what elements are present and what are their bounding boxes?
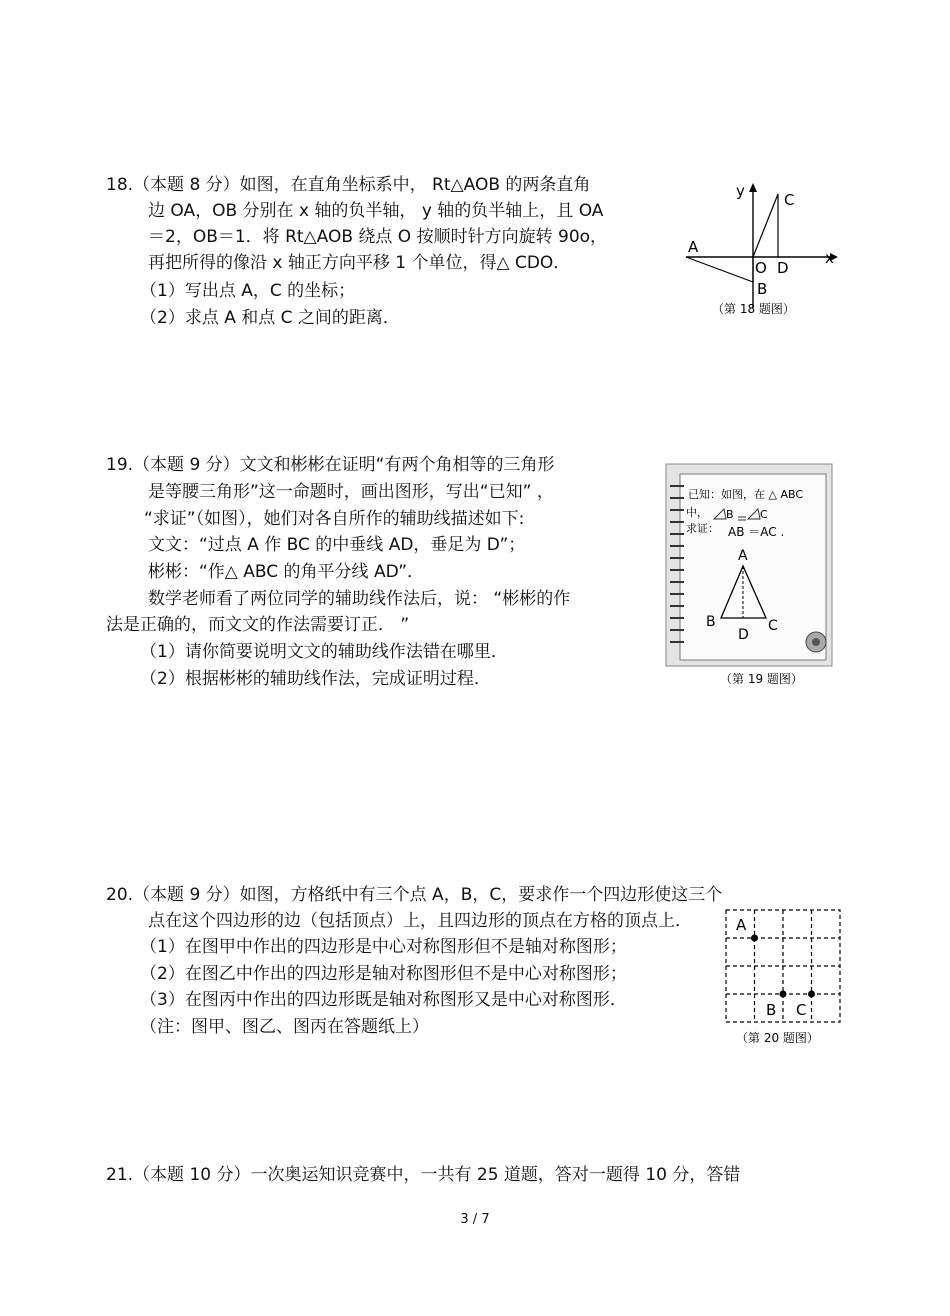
q19-line-2: 是等腰三角形”这一命题时，画出图形，写出“已知” ，	[148, 482, 554, 502]
q18-line-5: （1）写出点 A，C 的坐标；	[140, 281, 356, 301]
q21-line-1: 21.（本题 10 分）一次奥运知识竞赛中，一共有 25 道题，答对一题得 10 分，答错	[106, 1165, 741, 1185]
point-b	[780, 991, 787, 998]
q20-figure-caption: （第 20 题图）	[736, 1031, 819, 1045]
q20-grid-figure	[722, 906, 846, 1048]
q19-label-c: C	[768, 618, 778, 634]
q18-label-o: O	[755, 259, 767, 277]
q20-line-5: （3）在图丙中作出的四边形既是轴对称图形又是中心对称图形．	[140, 990, 627, 1010]
q18-label-x: x	[825, 249, 834, 267]
q19-line-4: 文文：“过点 A 作 BC 的中垂线 AD，垂足为 D”；	[148, 535, 526, 555]
point-a	[751, 935, 758, 942]
q19-given-line-2: 中，	[686, 506, 708, 519]
q20-line-6: （注：图甲、图乙、图丙在答题纸上）	[140, 1017, 429, 1037]
q19-line-5: 彬彬：“作△ ABC 的角平分线 AD”．	[148, 562, 425, 582]
q20-label-c: C	[796, 1001, 807, 1019]
q18-line-2: 边 OA，OB 分别在 x 轴的负半轴， y 轴的负半轴上，且 OA	[148, 201, 604, 221]
q19-label-b: B	[706, 614, 716, 630]
q19-given-line-1: 已知：如图，在 △ ABC	[688, 488, 804, 501]
q19-prove-label: 求证：	[686, 522, 719, 535]
point-c	[808, 991, 815, 998]
q19-angle-c: C	[760, 508, 768, 521]
q19-line-7: 法是正确的，而文文的作法需要订正． ”	[106, 615, 410, 635]
q18-line-6: （2）求点 A 和点 C 之间的距离．	[140, 308, 400, 328]
q19-label-d: D	[738, 627, 749, 643]
q18-figure	[680, 176, 845, 318]
q19-figure-caption: （第 19 题图）	[720, 672, 803, 686]
q19-line-6: 数学老师看了两位同学的辅助线作法后，说： “彬彬的作	[148, 589, 571, 609]
q18-label-d: D	[777, 259, 789, 277]
q18-label-y: y	[736, 182, 745, 200]
q18-line-3: ＝2，OB＝1．将 Rt△AOB 绕点 O 按顺时针方向旋转 90o，	[148, 227, 608, 247]
q18-label-c: C	[784, 191, 795, 209]
q18-line-1: 18.（本题 8 分）如图，在直角坐标系中， Rt△AOB 的两条直角	[106, 175, 591, 195]
flower-decoration-icon	[806, 632, 826, 652]
q19-angle-b: B	[726, 508, 734, 521]
q20-label-a: A	[736, 916, 747, 934]
q19-line-9: （2）根据彬彬的辅助线作法，完成证明过程．	[140, 669, 491, 689]
q20-label-b: B	[766, 1001, 777, 1019]
q20-line-2: 点在这个四边形的边（包括顶点）上，且四边形的顶点在方格的顶点上．	[148, 911, 692, 931]
q19-figure	[664, 462, 840, 690]
q18-figure-caption: （第 18 题图）	[712, 302, 795, 316]
q19-line-1: 19.（本题 9 分）文文和彬彬在证明“有两个角相等的三角形	[106, 455, 555, 475]
q18-label-a: A	[688, 238, 699, 256]
q18-label-b: B	[757, 280, 768, 298]
q19-line-8: （1）请你简要说明文文的辅助线作法错在哪里．	[140, 642, 508, 662]
page-number: 3 / 7	[460, 1212, 490, 1227]
q20-line-1: 20.（本题 9 分）如图，方格纸中有三个点 A，B，C，要求作一个四边形使这三个	[106, 885, 723, 905]
q20-line-3: （1）在图甲中作出的四边形是中心对称图形但不是轴对称图形；	[140, 937, 627, 957]
q19-line-3: “求证”（如图），她们对各自所作的辅助线描述如下:	[144, 509, 525, 529]
q18-line-4: 再把所得的像沿 x 轴正方向平移 1 个单位，得△ CDO．	[148, 253, 571, 273]
q19-label-a: A	[738, 548, 748, 564]
q20-line-4: （2）在图乙中作出的四边形是轴对称图形但不是中心对称图形；	[140, 964, 627, 984]
q19-prove-text: AB ＝AC .	[728, 525, 785, 539]
